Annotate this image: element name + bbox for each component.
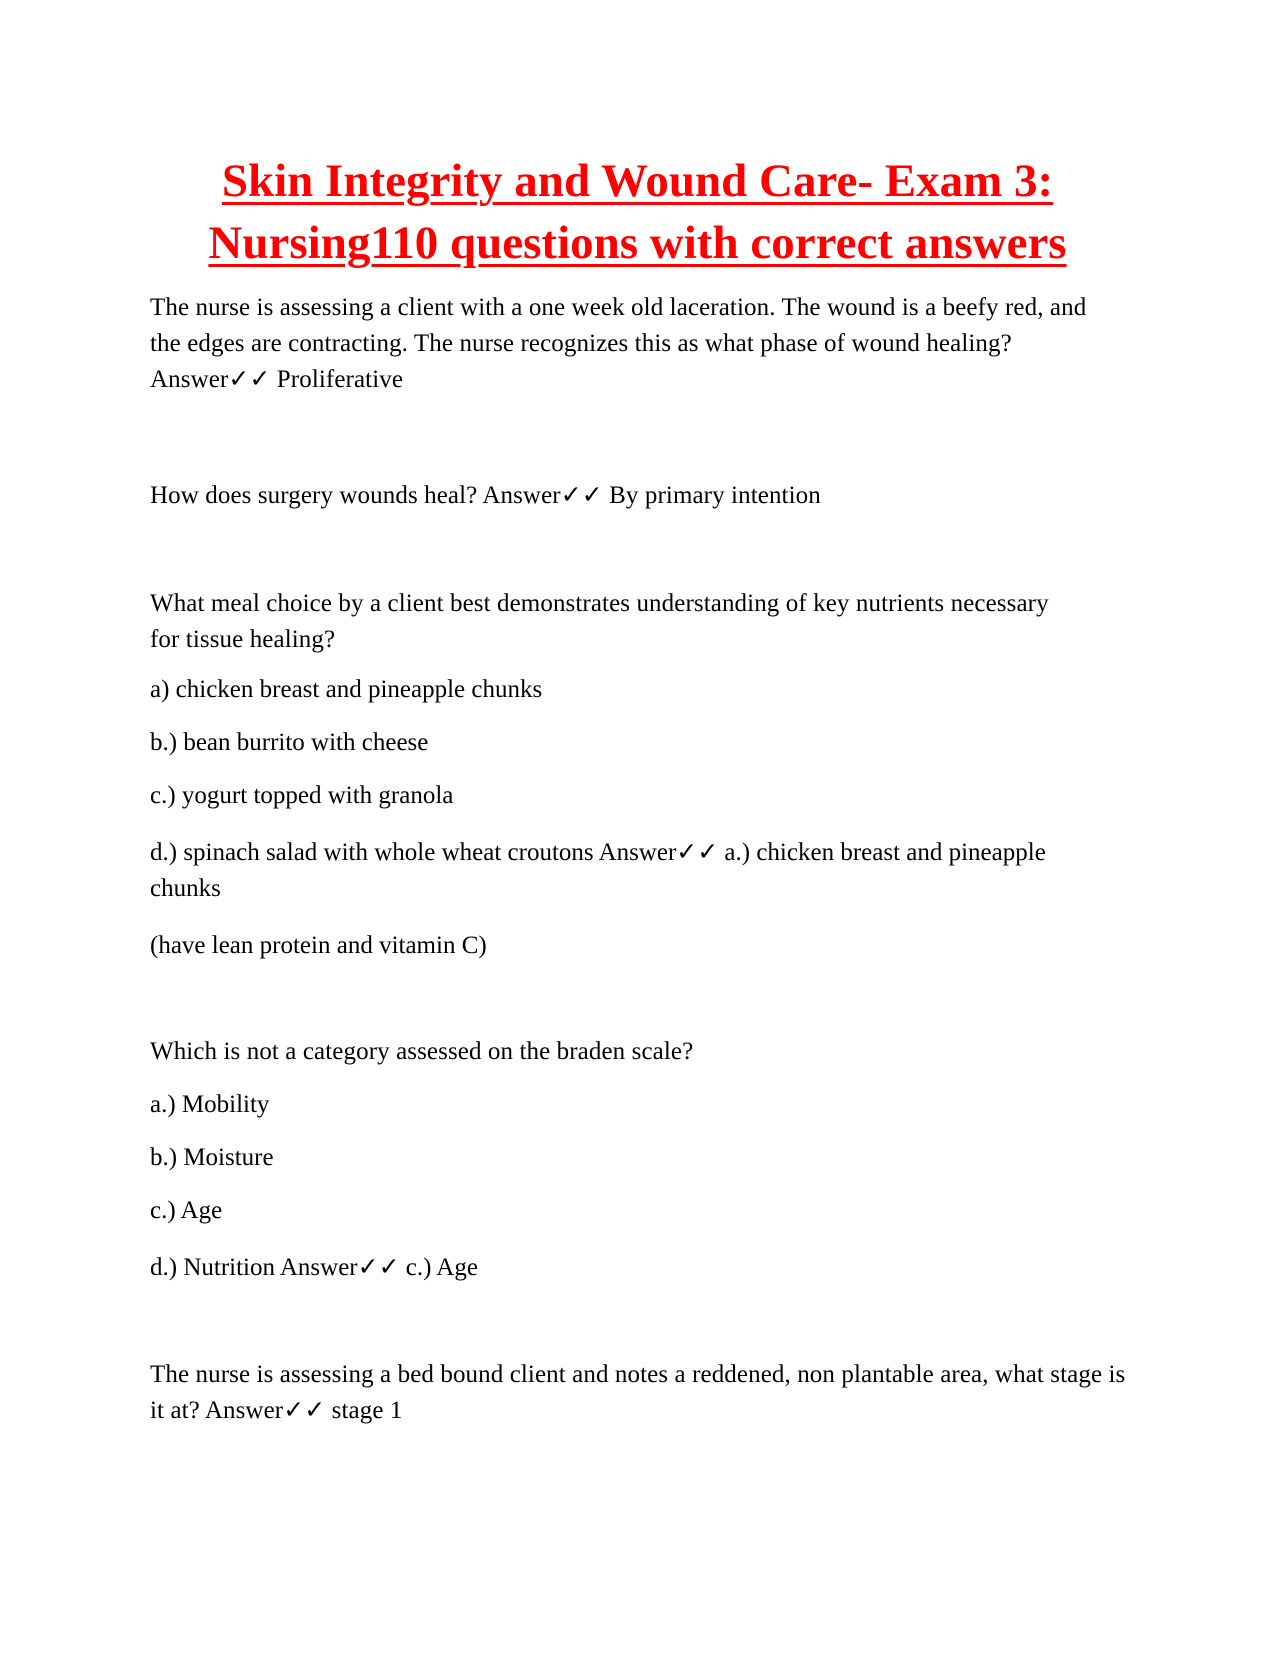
- question-1: The nurse is assessing a client with a one week old laceration. The wound is a beefy red, and the edges are contracting. The nurse recognizes this as what phase of wound healing? Answer✓✓ Proliferative: [150, 294, 1087, 393]
- title-line-2: Nursing110 questions with correct answers: [208, 217, 1067, 269]
- question-4-option-a: a.) Mobility: [150, 1091, 270, 1118]
- question-4: Which is not a category assessed on the braden scale?: [150, 1038, 694, 1065]
- document-title: [150, 150, 1125, 274]
- question-5: The nurse is assessing a bed bound client and notes a reddened, non plantable area, what stage is it at? Answer✓✓ stage 1: [150, 1361, 1126, 1424]
- question-3: What meal choice by a client best demonstrates understanding of key nutrients necessary for tissue healing?: [150, 590, 1049, 653]
- question-3-option-b: b.) bean burrito with cheese: [150, 729, 429, 756]
- question-3-option-d: d.) spinach salad with whole wheat croutons Answer✓✓ a.) chicken breast and pineapple chunks: [150, 839, 1046, 902]
- question-3-note: (have lean protein and vitamin C): [150, 932, 487, 959]
- question-4-option-b: b.) Moisture: [150, 1144, 274, 1171]
- question-4-option-c: c.) Age: [150, 1197, 223, 1224]
- question-3-option-a: a) chicken breast and pineapple chunks: [150, 676, 543, 703]
- title-line-1: Skin Integrity and Wound Care- Exam 3:: [221, 155, 1054, 207]
- question-3-option-c: c.) yogurt topped with granola: [150, 782, 454, 809]
- question-2: How does surgery wounds heal? Answer✓✓ By primary intention: [150, 482, 821, 509]
- question-4-option-d: d.) Nutrition Answer✓✓ c.) Age: [150, 1254, 478, 1281]
